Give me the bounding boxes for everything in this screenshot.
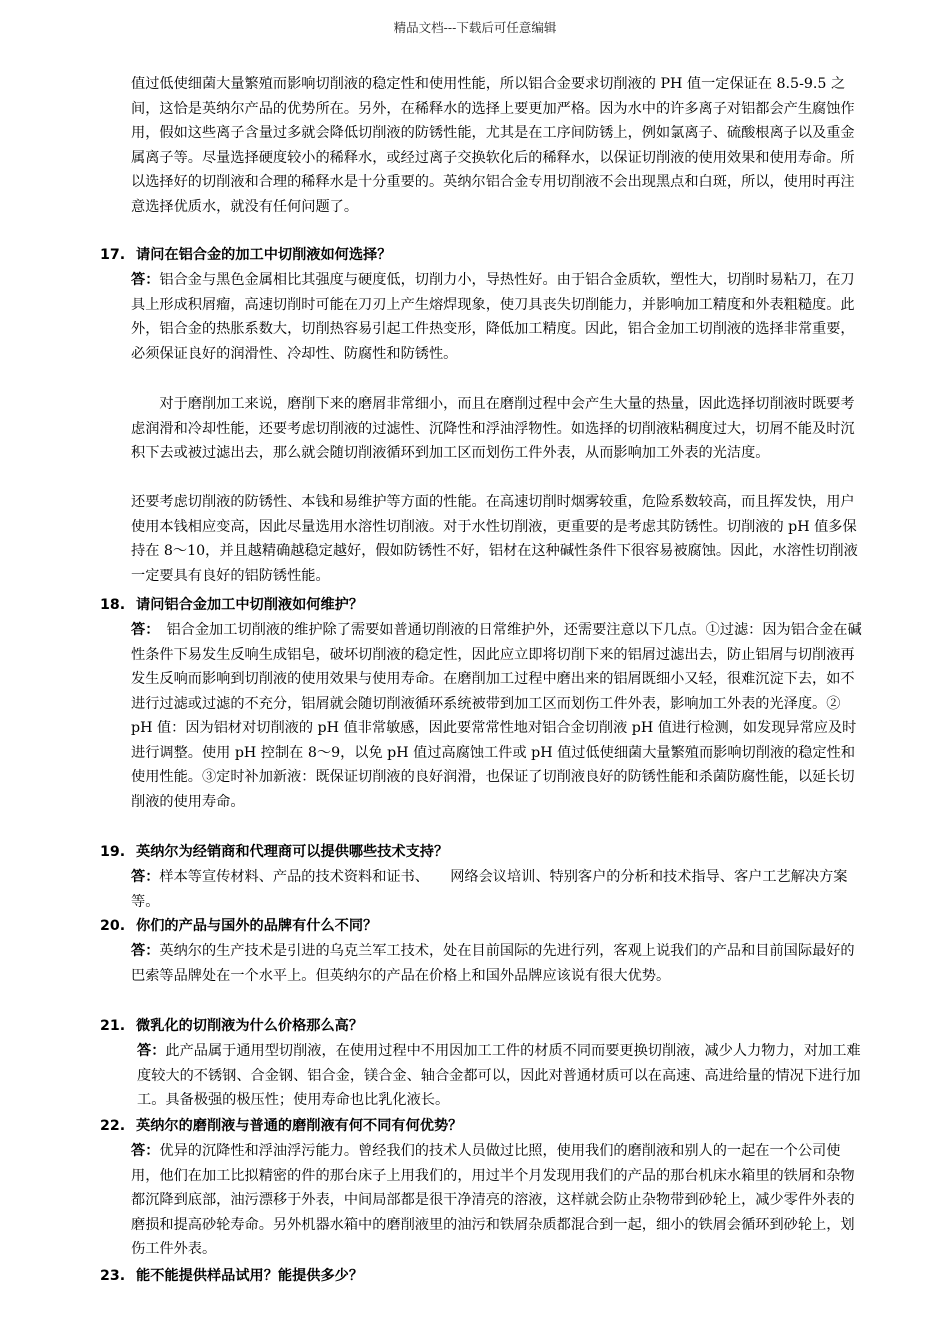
- answer-text: 此产品属于通用型切削液，在使用过程中不用因加工工件的材质不同而要更换切削液，减少人力物力，对加工难度较大的不锈钢、合金钢、铝合金，镁合金、轴合金都可以，因此对普通材质可以在高速、高进给量的情况下进行加工。具备极强的极压性；使用寿命也比乳化液长。: [137, 1043, 861, 1108]
- question-text: 请问铝合金加工中切削液如何维护？: [136, 597, 364, 613]
- question-number: 17.: [100, 247, 126, 263]
- answer-text: 铝合金加工切削液的维护除了需要如普通切削液的日常维护外，还需要注意以下几点。①过滤：因为铝合金在碱性条件下易发生反响生成铝皂，破坏切削液的稳定性，因此应立即将切削下来的铝屑过滤出去，防止铝屑与切削液再发生反响而影响到切削液的使用效果与使用寿命。在磨削加工过程中磨出来的铝屑既细小又轻，很难沉淀下去，如不进行过滤或过滤的不充分，铝屑就会随切削液循环系统被带到加工区而划伤工件外表，影响加工外表的光泽度。② pH 值：因为铝材对切削液的 pH 值非常敏感，因此要常常性地对铝合金切削液 pH 值进行检测，如发现异常应及时进行调整。使用 pH 控制在 8～9，以免 pH 值过高腐蚀工件或 pH 值过低使细菌大量繁殖而影响切削液的稳定性和使用性能。③定时补加新液：既保证切削液的良好润滑，也保证了切削液良好的防锈性能和杀菌防腐性能，以延长切削液的使用寿命。: [131, 622, 862, 810]
- answer-18: [131, 618, 866, 814]
- question-number: 21.: [100, 1018, 126, 1034]
- question-text: 英纳尔为经销商和代理商可以提供哪些技术支持？: [136, 844, 449, 860]
- question-23: [100, 1264, 880, 1288]
- question-number: 20.: [100, 918, 126, 934]
- answer-17-paragraph-2: 对于磨削加工来说，磨削下来的磨屑非常细小，而且在磨削过程中会产生大量的热量，因此选择切削液时既要考虑润滑和冷却性能，还要考虑切削液的过滤性、沉降性和浮油浮物性。如选择的切削液粘稠度过大，切屑不能及时沉积下去或被过滤出去，那么就会随切削液循环到加工区而划伤工件外表，从而影响加工外表的光洁度。: [131, 396, 855, 461]
- answer-17-paragraph-3: 还要考虑切削液的防锈性、本钱和易维护等方面的性能。在高速切削时烟雾较重，危险系数较高，而且挥发快，用户使用本钱相应变高，因此尽量选用水溶性切削液。对于水性切削液，更重要的是考虑其防锈性。切削液的 pH 值多保持在 8～10，并且越精确越稳定越好，假如防锈性不好，铝材在这种碱性条件下很容易被腐蚀。因此，水溶性切削液一定要具有良好的铝防锈性能。: [131, 494, 858, 584]
- answer-20: [131, 939, 866, 988]
- answer-label: 答：: [131, 943, 160, 959]
- question-text: 请问在铝合金的加工中切削液如何选择？: [136, 247, 392, 263]
- question-number: 23.: [100, 1268, 126, 1284]
- question-18: [100, 593, 880, 617]
- question-number: 22.: [100, 1118, 126, 1134]
- answer-label: 答：: [131, 1143, 160, 1159]
- answer-22: [131, 1139, 866, 1262]
- question-19: [100, 840, 880, 864]
- question-17: [100, 243, 880, 267]
- question-text: 你们的产品与国外的品牌有什么不同？: [136, 918, 378, 934]
- question-text: 能不能提供样品试用？能提供多少？: [136, 1268, 364, 1284]
- question-text: 英纳尔的磨削液与普通的磨削液有何不同有何优势？: [136, 1118, 463, 1134]
- page-header: 精品文档---下载后可任意编辑: [393, 20, 557, 35]
- question-22: [100, 1114, 880, 1138]
- answer-label: 答：: [131, 272, 160, 288]
- continuation-paragraph: 值过低使细菌大量繁殖而影响切削液的稳定性和使用性能，所以铝合金要求切削液的 PH 值一定保证在 8.5-9.5 之间，这恰是英纳尔产品的优势所在。另外，在稀释水的选择上要更加严格。因为水中的许多离子对铝都会产生腐蚀作用，假如这些离子含量过多就会降低切削液的防锈性能，尤其是在工序间防锈上，例如氯离子、硫酸根离子以及重金属离子等。尽量选择硬度较小的稀释水，或经过离子交换软化后的稀释水，以保证切削液的使用效果和使用寿命。所以选择好的切削液和合理的稀释水是十分重要的。英纳尔铝合金专用切削液不会出现黑点和白斑，所以，使用时再注意选择优质水，就没有任何问题了。: [131, 76, 855, 215]
- answer-17-paragraph-1: [131, 268, 866, 366]
- question-20: [100, 914, 880, 938]
- answer-text: 样本等宣传材料、产品的技术资料和证书、 网络会议培训、特别客户的分析和技术指导、客户工艺解决方案等。: [131, 869, 848, 910]
- answer-label: 答：: [131, 869, 160, 885]
- question-number: 18.: [100, 597, 126, 613]
- answer-21: [137, 1039, 867, 1113]
- answer-label: 答：: [137, 1043, 166, 1059]
- answer-text: 英纳尔的生产技术是引进的乌克兰军工技术，处在目前国际的先进行列，客观上说我们的产品和目前国际最好的巴索等品牌处在一个水平上。但英纳尔的产品在价格上和国外品牌应该说有很大优势。: [131, 943, 855, 984]
- question-text: 微乳化的切削液为什么价格那么高？: [136, 1018, 364, 1034]
- answer-text: 优异的沉降性和浮油浮污能力。曾经我们的技术人员做过比照，使用我们的磨削液和别人的一起在一个公司使用，他们在加工比拟精密的件的那台床子上用我们的，用过半个月发现用我们的产品的那台机床水箱里的铁屑和杂物都沉降到底部，油污漂移于外表，中间局部都是很干净清亮的溶液，这样就会防止杂物带到砂轮上，减少零件外表的磨损和提高砂轮寿命。另外机器水箱中的磨削液里的油污和铁屑杂质都混合到一起，细小的铁屑会循环到砂轮上，划伤工件外表。: [131, 1143, 855, 1257]
- answer-text: 铝合金与黑色金属相比其强度与硬度低，切削力小，导热性好。由于铝合金质软，塑性大，切削时易粘刀，在刀具上形成积屑瘤，高速切削时可能在刀刃上产生熔焊现象，使刀具丧失切削能力，并影响加工精度和外表粗糙度。此外，铝合金的热胀系数大，切削热容易引起工件热变形，降低加工精度。因此，铝合金加工切削液的选择非常重要，必须保证良好的润滑性、冷却性、防腐性和防锈性。: [131, 272, 855, 362]
- answer-19: [131, 865, 866, 914]
- answer-label: 答：: [131, 622, 153, 638]
- question-21: [100, 1014, 880, 1038]
- question-number: 19.: [100, 844, 126, 860]
